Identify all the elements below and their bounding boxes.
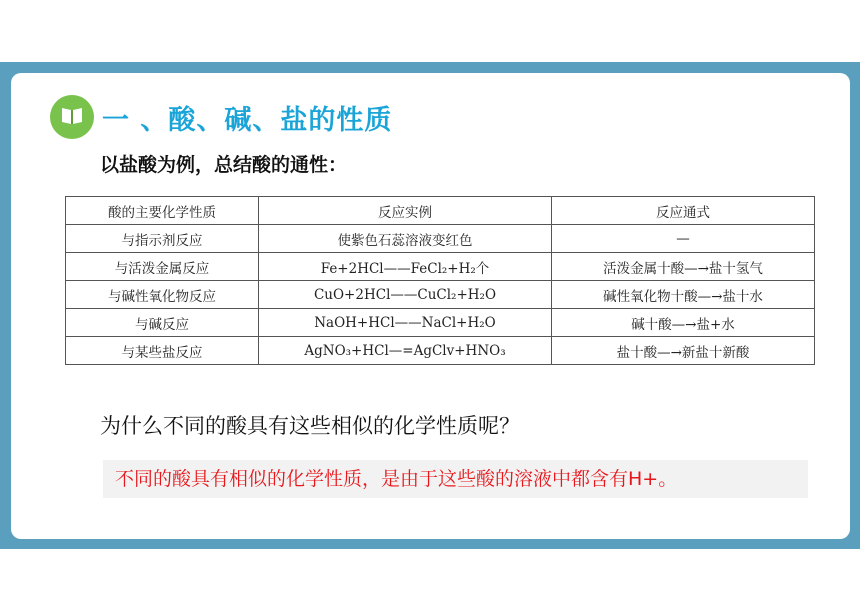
section-title: 一 、酸、碱、盐的性质 [102,105,393,136]
table-cell: Fe+2HCl——FeCl₂+H₂个 [259,253,552,281]
table-cell: 与指示剂反应 [66,225,259,253]
table-cell: 与活泼金属反应 [66,253,259,281]
header-general-formula: 反应通式 [552,197,815,225]
table-cell: 盐十酸—→新盐十新酸 [552,337,815,365]
table-cell: NaOH+HCl——NaCl+H₂O [259,309,552,337]
book-icon [60,104,84,130]
table-row [66,281,815,309]
section-badge [50,95,94,139]
table-cell: — [552,225,815,253]
header-example: 反应实例 [259,197,552,225]
table-row [66,253,815,281]
table-cell: 与某些盐反应 [66,337,259,365]
table-cell: 碱十酸—→盐+水 [552,309,815,337]
answer-text: 不同的酸具有相似的化学性质，是由于这些酸的溶液中都含有H+。 [103,460,808,498]
table-cell: 活泼金属十酸—→盐十氢气 [552,253,815,281]
table-cell: 使紫色石蕊溶液变红色 [259,225,552,253]
subtitle: 以盐酸为例，总结酸的通性： [100,154,348,176]
question-text: 为什么不同的酸具有这些相似的化学性质呢？ [100,414,520,438]
table-cell: 与碱反应 [66,309,259,337]
table-cell: 碱性氧化物十酸—→盐十水 [552,281,815,309]
table-header-row [66,197,815,225]
table-row [66,225,815,253]
table-cell: 与碱性氧化物反应 [66,281,259,309]
properties-table [65,196,815,365]
table-row [66,309,815,337]
table-cell: AgNO₃+HCl—=AgClv+HNO₃ [259,337,552,365]
header-property: 酸的主要化学性质 [66,197,259,225]
table-cell: CuO+2HCl——CuCl₂+H₂O [259,281,552,309]
table-row [66,337,815,365]
